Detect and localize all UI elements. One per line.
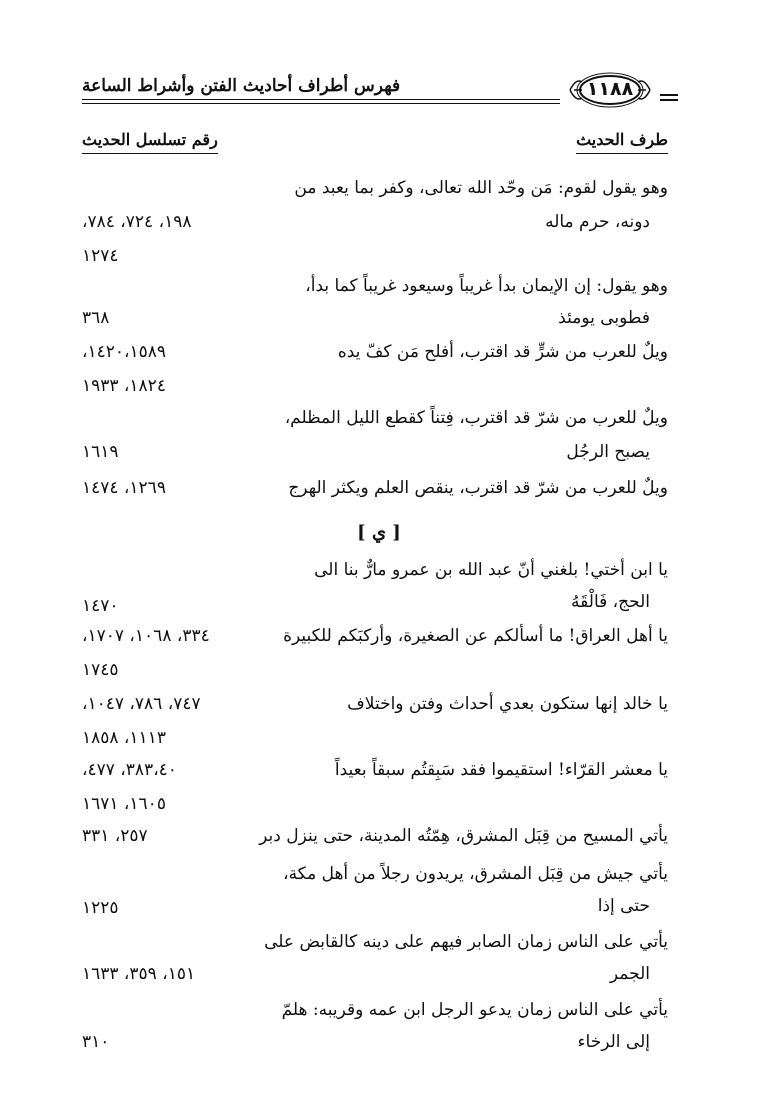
hadith-ref-numbers: ١٢٧٤	[82, 246, 119, 266]
hadith-line: يأتي على الناس زمان الصابر فيهم على دينه كالقابض على	[264, 932, 668, 952]
header-rule-thin	[82, 103, 560, 104]
ref-column-underline	[82, 153, 218, 154]
hadith-ref-numbers: ٣١٠	[82, 1032, 110, 1052]
header-rule-thick	[82, 99, 560, 100]
hadith-line: وهو يقول: إن الإيمان بدأ غريباً وسيعود غريباً كما بدأ،	[305, 276, 668, 296]
hadith-continuation: يصبح الرجُل	[566, 442, 650, 462]
hadith-line: يأتي جيش من قِبَل المشرق، يريدون رجلاً من أهل مكة،	[283, 864, 668, 884]
hadith-column-underline	[576, 153, 668, 154]
hadith-continuation: دونه، حرم ماله	[545, 212, 650, 232]
hadith-ref-numbers: ٣٦٨	[82, 308, 110, 328]
hadith-ref-numbers: ٢٥٧، ٣٣١	[82, 826, 148, 846]
hadith-column-label: طرف الحديث	[576, 130, 668, 149]
hadith-line: ويلٌ للعرب من شرٍّ قد اقترب، أفلح مَن كفّ يده	[337, 342, 668, 362]
header-dash-top	[660, 94, 678, 96]
hadith-ref-numbers: ٣٨٣،٤٠، ٤٧٧،	[82, 760, 177, 780]
hadith-line: وهو يقول لقوم: مَن وحّد الله تعالى، وكفر بما يعبد من	[294, 178, 668, 198]
hadith-ref-numbers: ١٤٧٠	[82, 596, 119, 616]
hadith-ref-numbers: ١٧٤٥	[82, 660, 119, 680]
hadith-continuation: إلى الرخاء	[577, 1032, 650, 1052]
hadith-column-heading	[576, 130, 668, 154]
hadith-ref-numbers: ٧٤٧، ٧٨٦، ١٠٤٧،	[82, 694, 201, 714]
hadith-line: يا ابن أختي! بلغني أنّ عبد الله بن عمرو مارٌّ بنا الى	[314, 560, 668, 580]
hadith-ref-numbers: ٣٣٤، ١٠٦٨، ١٧٠٧،	[82, 626, 210, 646]
hadith-ref-numbers: ١٥١، ٣٥٩، ١٦٣٣	[82, 964, 196, 984]
page-number: ١١٨٨	[586, 78, 634, 100]
hadith-ref-numbers: ١١١٣، ١٨٥٨	[82, 728, 166, 748]
running-header	[82, 72, 678, 106]
hadith-line: ويلٌ للعرب من شرّ قد اقترب، فِتناً كقطع الليل المظلم،	[284, 408, 668, 428]
hadith-continuation: حتى إذا	[597, 896, 650, 916]
hadith-continuation: الحج، فَالْقَهُ	[571, 592, 650, 612]
ref-column-heading	[82, 130, 218, 154]
hadith-ref-numbers: ١٢٢٥	[82, 898, 119, 918]
hadith-line: يا خالد إنها ستكون بعدي أحداث وفتن واختلاف	[347, 694, 668, 714]
hadith-line: يأتي المسيح من قِبَل المشرق، هِمّتُه المدينة، حتى ينزل دبر	[259, 826, 668, 846]
hadith-ref-numbers: ١٦٠٥، ١٦٧١	[82, 794, 166, 814]
ref-column-label: رقم تسلسل الحديث	[82, 130, 218, 149]
running-title: فهرس أطراف أحاديث الفتن وأشراط الساعة	[82, 76, 401, 96]
hadith-ref-numbers: ١٦١٩	[82, 442, 119, 462]
header-dash-bottom	[660, 99, 678, 101]
hadith-continuation: فطوبى يومئذ	[558, 308, 650, 328]
hadith-line: يا معشر القرّاء! استقيموا فقد سَبِقتُم سبقاً بعيداً	[334, 760, 668, 780]
hadith-line: ويلٌ للعرب من شرّ قد اقترب، ينقص العلم ويكثر الهرج	[288, 478, 668, 498]
section-letter-heading: [ ي ]	[357, 522, 401, 543]
hadith-continuation: الجمر	[609, 964, 650, 984]
hadith-ref-numbers: ١٩٨، ٧٢٤، ٧٨٤،	[82, 212, 192, 232]
hadith-ref-numbers: ١٤٢٠،١٥٨٩،	[82, 342, 167, 362]
hadith-ref-numbers: ١٢٦٩، ١٤٧٤	[82, 478, 166, 498]
hadith-line: يأتي على الناس زمان يدعو الرجل ابن عمه وقريبه: هلمّ	[281, 1000, 668, 1020]
hadith-ref-numbers: ١٨٢٤، ١٩٣٣	[82, 376, 166, 396]
hadith-line: يا أهل العراق! ما أسألكم عن الصغيرة، وأركبَكم للكبيرة	[283, 626, 668, 646]
